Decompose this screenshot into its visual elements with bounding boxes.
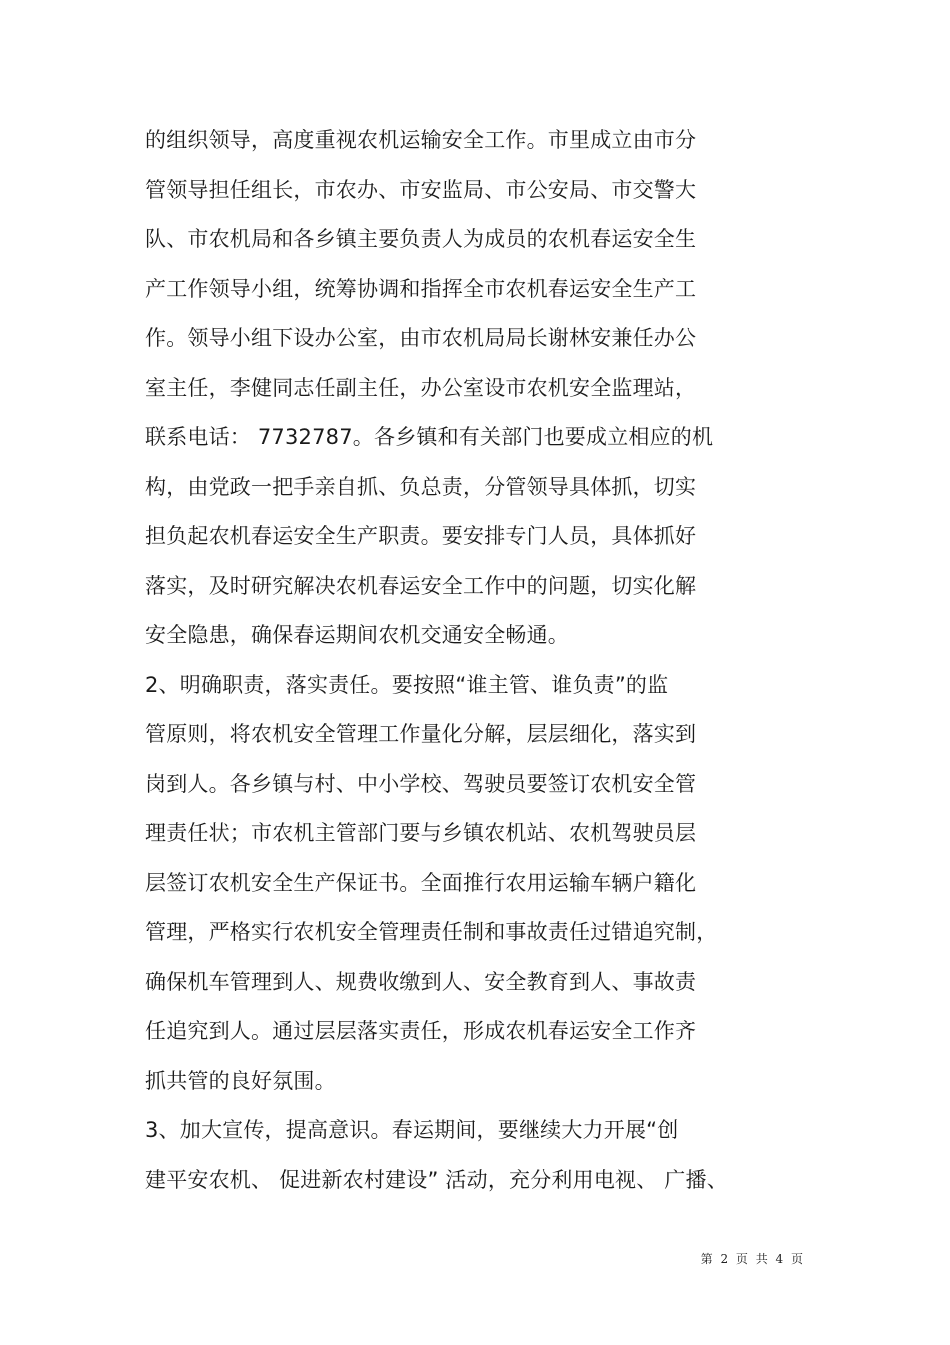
text-line: 队、市农机局和各乡镇主要负责人为成员的农机春运安全生 — [145, 227, 697, 251]
text-line: 管领导担任组长，市农办、市安监局、市公安局、市交警大 — [145, 177, 697, 202]
text-line: 安全隐患，确保春运期间农机交通安全畅通。 — [145, 623, 569, 647]
text-line: 层签订农机安全生产保证书。全面推行农用运输车辆户籍化 — [145, 870, 697, 895]
text-line: 室主任，李健同志任副主任，办公室设市农机安全监理站， — [145, 375, 697, 400]
text-line: 确保机车管理到人、规费收缴到人、安全教育到人、事故责 — [145, 969, 697, 994]
text-line: 理责任状；市农机主管部门要与乡镇农机站、农机驾驶员层 — [145, 821, 697, 845]
text-line: 产工作领导小组，统筹协调和指挥全市农机春运安全生产工 — [145, 276, 697, 301]
text-line: 作。领导小组下设办公室，由市农机局局长谢林安兼任办公 — [145, 326, 697, 350]
text-line: 3、加大宣传，提高意识。春运期间，要继续大力开展“创 — [145, 1118, 679, 1142]
text-line: 抓共管的良好氛围。 — [145, 1068, 336, 1093]
text-line: 任追究到人。通过层层落实责任，形成农机春运安全工作齐 — [145, 1019, 697, 1043]
page-number: 第 2 页 共 4 页 — [700, 1252, 805, 1266]
text-line: 管理，严格实行农机安全管理责任制和事故责任过错追究制， — [145, 920, 718, 944]
text-line: 联系电话： 7732787。各乡镇和有关部门也要成立相应的机 — [145, 425, 714, 449]
text-line: 岗到人。各乡镇与村、中小学校、驾驶员要签订农机安全管 — [145, 771, 697, 796]
body-text — [145, 116, 825, 1205]
text-line: 管原则，将农机安全管理工作量化分解，层层细化，落实到 — [145, 722, 697, 746]
text-line: 的组织领导，高度重视农机运输安全工作。市里成立由市分 — [145, 128, 697, 152]
text-line: 建平安农机、 促进新农村建设” 活动，充分利用电视、 广播、 — [145, 1167, 728, 1192]
text-line: 落实，及时研究解决农机春运安全工作中的问题，切实化解 — [145, 573, 697, 598]
text-line: 2、明确职责，落实责任。要按照“谁主管、谁负责”的监 — [145, 672, 669, 697]
text-line: 担负起农机春运安全生产职责。要安排专门人员，具体抓好 — [145, 524, 697, 548]
text-line: 构，由党政一把手亲自抓、负总责，分管领导具体抓，切实 — [145, 474, 697, 499]
